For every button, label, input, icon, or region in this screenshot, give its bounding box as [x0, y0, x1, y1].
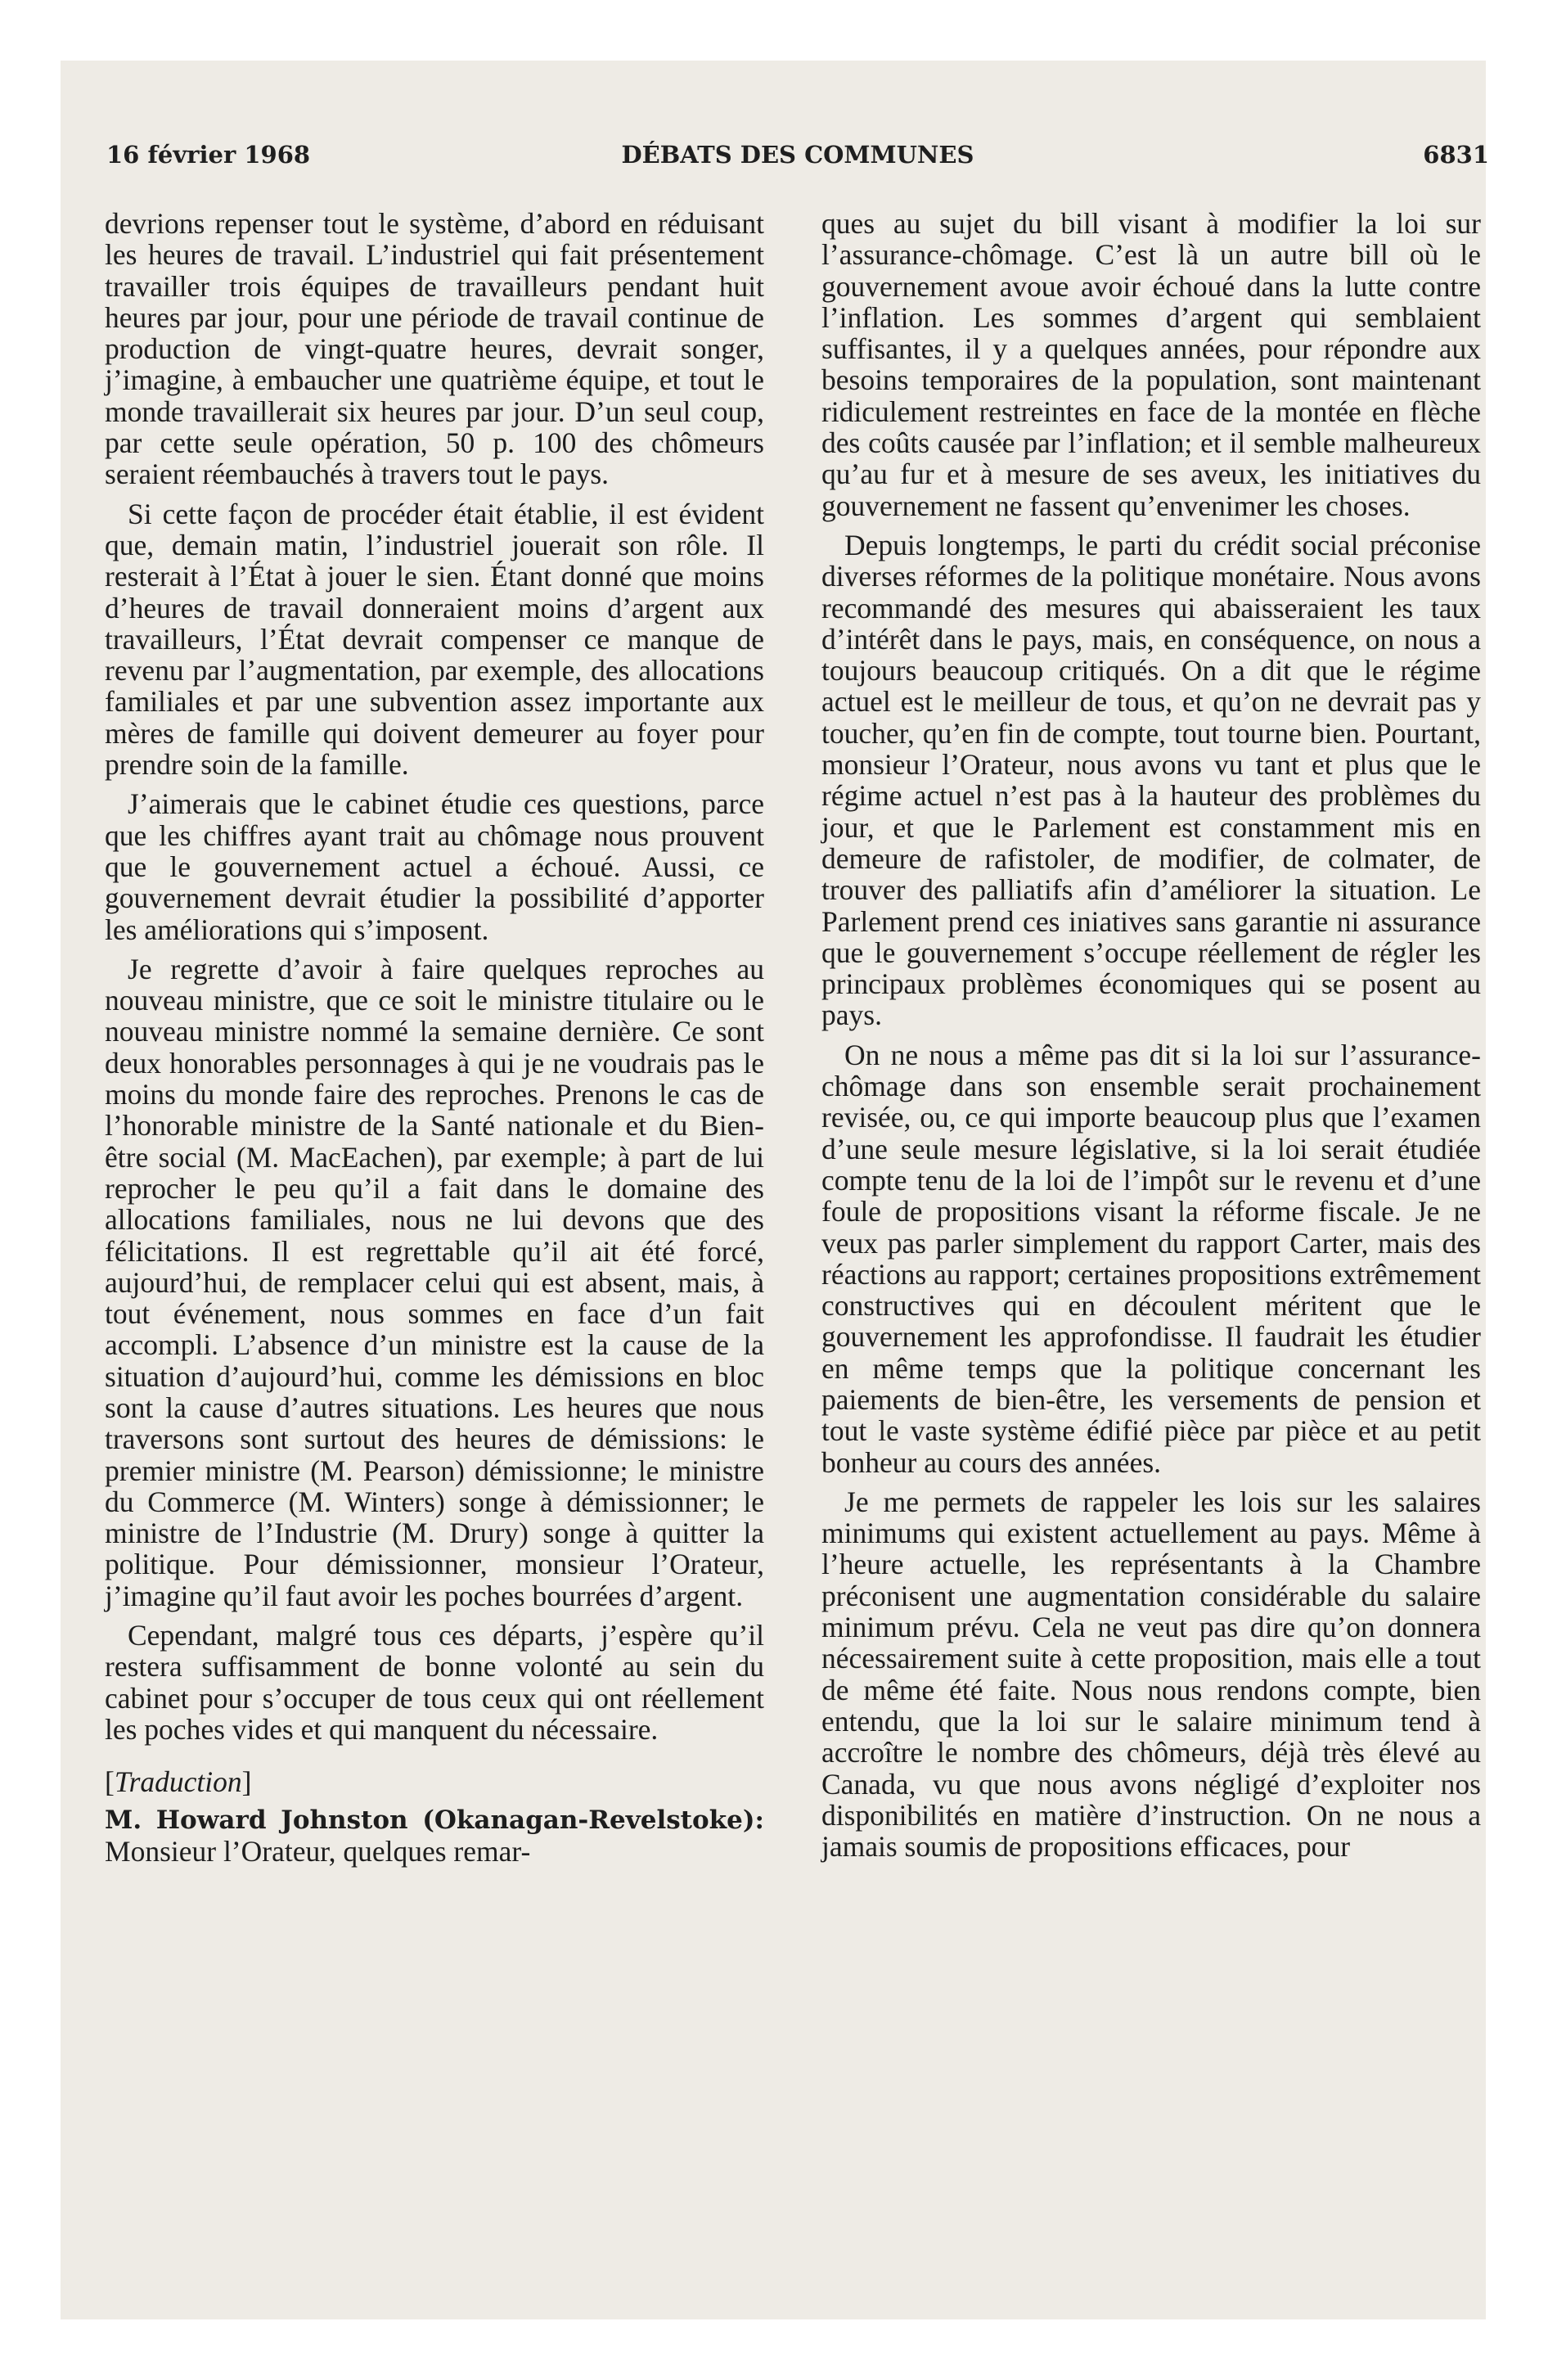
paragraph: On ne nous a même pas dit si la loi sur l’assurance-chômage dans son ensemble serait prochainement revisée, ou, ce qui importe beaucoup plus que l’examen d’une seule mesure législative, si la loi serait étudiée compte tenu de la loi de l’impôt sur le revenu et d’une foule de propositions visant la réforme fiscale. Je ne veux pas parler simplement du rapport Carter, mais des réactions au rapport; certaines propositions extrêmement constructives qui en découlent méritent que le gouvernement les approfondisse. Il faudrait les étudier en même temps que la politique concernant les paiements de bien-être, les versements de pension et tout le vaste système édifié pièce par pièce et au petit bonheur au cours des années.: [821, 1038, 1481, 1479]
paragraph: Je me permets de rappeler les lois sur les salaires minimums qui existent actuellement au pays. Même à l’heure actuelle, les représentants à la Chambre préconisent une augmentation considérable du salaire minimum prévu. Cela ne veut pas dire qu’on donnera nécessairement suite à cette proposition, mais elle a tout de même été faite. Nous nous rendons compte, bien entendu, que la loi sur le salaire minimum tend à accroître le nombre des chômeurs, déjà très élevé au Canada, vu que nous avons négligé d’exploiter nos disponibilités en matière d’instruction. On ne nous a jamais soumis de propositions efficaces, pour: [821, 1485, 1481, 1864]
paragraph: devrions repenser tout le système, d’abord en réduisant les heures de travail. L’industriel qui fait présentement travailler trois équipes de travailleurs pendant huit heures par jour, pour une période de travail continue de production de vingt-quatre heures, devrait songer, j’imagine, à embaucher une quatrième équipe, et tout le monde travaillerait six heures par jour. D’un seul coup, par cette seule opération, 50 p. 100 des chômeurs seraient réembauchés à travers tout le pays.: [105, 207, 764, 491]
translation-note: [Traduction]: [105, 1765, 252, 1799]
header-date: 16 février 1968: [106, 141, 311, 169]
header-title: DÉBATS DES COMMUNES: [621, 141, 974, 169]
paragraph: J’aimerais que le cabinet étudie ces questions, parce que les chiffres ayant trait au chômage nous prouvent que le gouvernement actuel a échoué. Aussi, ce gouvernement devrait étudier la possibilité d’apporter les améliorations qui s’imposent.: [105, 787, 764, 946]
speaker-name: M. Howard Johnston (Okanagan-Revelstoke):: [105, 1805, 764, 1835]
paragraph: Cependant, malgré tous ces départs, j’espère qu’il restera suffisamment de bonne volonté au sein du cabinet pour s’occuper de tous ceux qui ont réellement les poches vides et qui manquent du nécessaire.: [105, 1619, 764, 1746]
running-header: [106, 141, 1489, 182]
page-number: 6831: [1423, 141, 1489, 169]
translation-note-text: Traduction: [114, 1765, 242, 1799]
speaker-paragraph: [105, 1803, 764, 1868]
paragraph: ques au sujet du bill visant à modifier la loi sur l’assurance-chômage. C’est là un autre bill où le gouvernement avoue avoir échoué dans la lutte contre l’inflation. Les sommes d’argent qui semblaient suffisantes, il y a quelques années, pour répondre aux besoins temporaires de la population, sont maintenant ridiculement restreintes en face de la montée en flèche des coûts causée par l’inflation; et il semble malheureux qu’au fur et à mesure de ses aveux, les initiatives du gouvernement ne fassent qu’envenimer les choses.: [821, 207, 1481, 522]
left-column: [105, 208, 764, 1875]
paragraph: Je regrette d’avoir à faire quelques reproches au nouveau ministre, que ce soit le ministre titulaire ou le nouveau ministre nommé la semaine dernière. Ce sont deux honorables personnages à qui je ne voudrais pas le moins du monde faire des reproches. Prenons le cas de l’honorable ministre de la Santé nationale et du Bien-être social (M. MacEachen), par exemple; à part de lui reprocher le peu qu’il a fait dans le domaine des allocations familiales, nous ne lui devons que des félicitations. Il est regrettable qu’il ait été forcé, aujourd’hui, de remplacer celui qui est absent, mais, à tout événement, nous sommes en face d’un fait accompli. L’absence d’un ministre est la cause de la situation d’aujourd’hui, comme les démissions en bloc sont la cause d’autres situations. Les heures que nous traversons sont surtout des heures de démissions: le premier ministre (M. Pearson) démissionne; le ministre du Commerce (M. Winters) songe à démissionner; le ministre de l’Industrie (M. Drury) songe à quitter la politique. Pour démissionner, monsieur l’Orateur, j’imagine qu’il faut avoir les poches bourrées d’argent.: [105, 952, 764, 1612]
paragraph: Si cette façon de procéder était établie, il est évident que, demain matin, l’industriel jouerait son rôle. Il resterait à l’État à jouer le sien. Étant donné que moins d’heures de travail donneraient moins d’argent aux travailleurs, l’État devrait compenser ce manque de revenu par l’augmentation, par exemple, des allocations familiales et par une subvention assez importante aux mères de famille qui doivent demeurer au foyer pour prendre soin de la famille.: [105, 497, 764, 782]
right-column: [821, 208, 1481, 1870]
speaker-text: Monsieur l’Orateur, quelques remar-: [105, 1834, 531, 1868]
page-scan: [61, 61, 1489, 2319]
paragraph: Depuis longtemps, le parti du crédit social préconise diverses réformes de la politique monétaire. Nous avons recommandé des mesures qui abaisseraient les taux d’intérêt dans le pays, mais, en conséquence, on nous a toujours beaucoup critiqués. On a dit que le régime actuel est le meilleur de tous, et qu’on ne devrait pas y toucher, qu’en fin de compte, tout tourne bien. Pourtant, monsieur l’Orateur, nous avons vu tant et plus que le régime actuel n’est pas à la hauteur des problèmes du jour, et que le Parlement est constamment mis en demeure de rafistoler, de modifier, de colmater, de trouver des palliatifs afin d’améliorer la situation. Le Parlement prend ces iniatives sans garantie ni assurance que le gouvernement s’occupe réellement de régler les principaux problèmes économiques qui se posent au pays.: [821, 528, 1481, 1032]
